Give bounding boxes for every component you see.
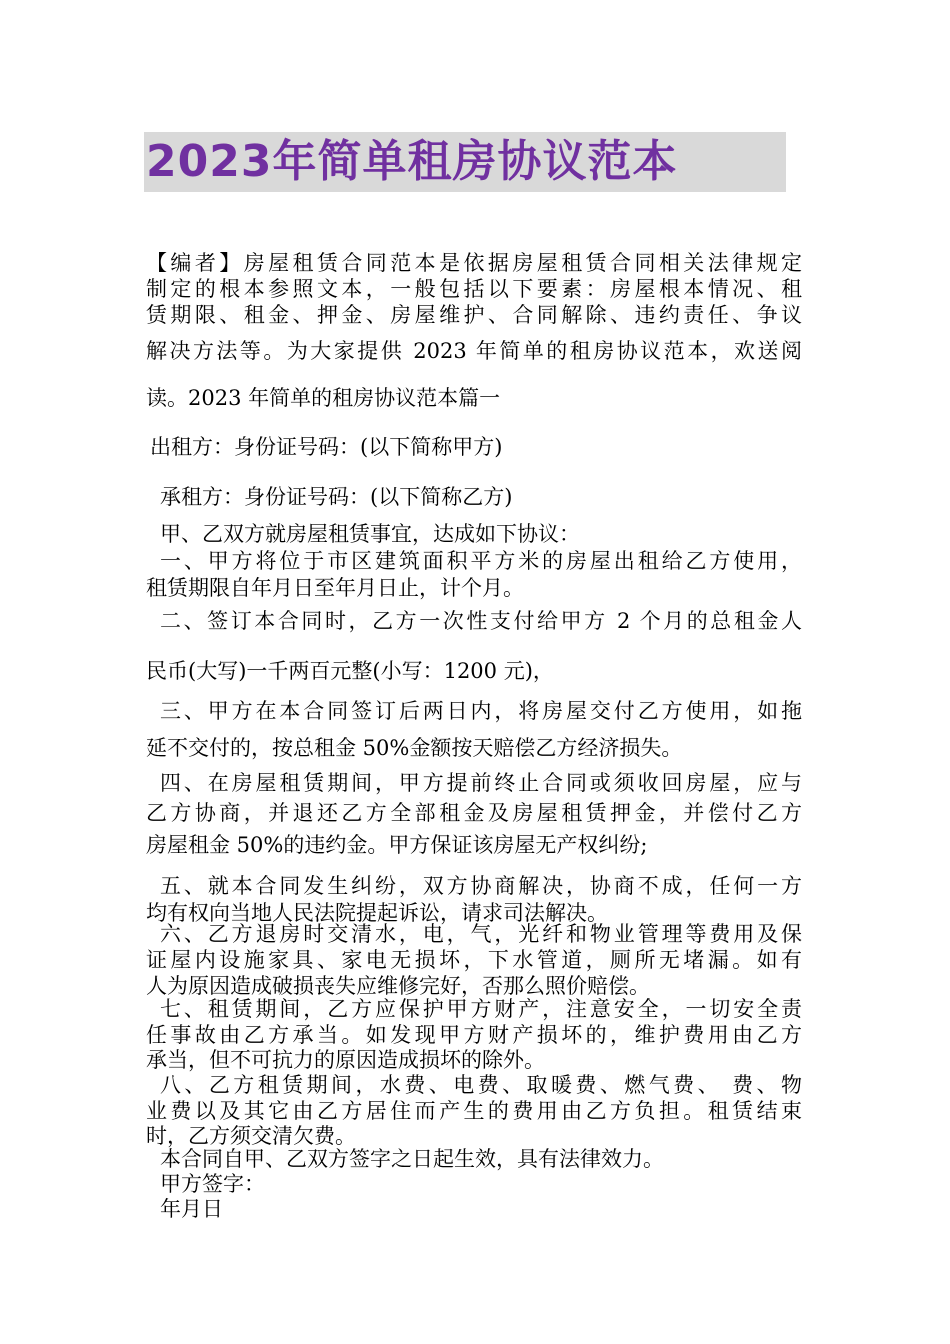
document-title: 2023年简单租房协议范本 <box>146 136 678 187</box>
paragraph-line: 承租方：身份证号码：(以下简称乙方) <box>160 485 513 509</box>
paragraph-line: 延不交付的，按总租金 50%金额按天赔偿乙方经济损失。 <box>146 736 683 760</box>
paragraph-line: 均有权向当地人民法院提起诉讼，请求司法解决。 <box>146 901 608 925</box>
paragraph-line: 一、甲方将位于市区建筑面积平方米的房屋出租给乙方使用， <box>160 549 802 573</box>
paragraph-line: 承当，但不可抗力的原因造成损坏的除外。 <box>146 1048 545 1072</box>
paragraph-line: 本合同自甲、乙双方签字之日起生效，具有法律效力。 <box>160 1147 664 1171</box>
paragraph-line: 人为原因造成破损丧失应维修完好，否那么照价赔偿。 <box>146 974 650 998</box>
paragraph-line: 八、乙方租赁期间，水费、电费、取暖费、燃气费、 费、物 <box>160 1073 802 1097</box>
paragraph-line: 民币(大写)一千两百元整(小写：1200 元)， <box>146 659 554 683</box>
paragraph-line: 证屋内设施家具、家电无损坏，下水管道，厕所无堵漏。如有 <box>146 948 802 972</box>
paragraph-line: 五、就本合同发生纠纷，双方协商解决，协商不成，任何一方 <box>160 874 802 898</box>
paragraph-line: 出租方：身份证号码：(以下简称甲方) <box>150 435 503 459</box>
paragraph-line: 业费以及其它由乙方居住而产生的费用由乙方负担。租赁结束 <box>146 1099 802 1123</box>
paragraph-line: 四、在房屋租赁期间，甲方提前终止合同或须收回房屋，应与 <box>160 771 802 795</box>
paragraph-line: 制定的根本参照文本，一般包括以下要素：房屋根本情况、租 <box>146 277 802 301</box>
paragraph-line: 七、租赁期间，乙方应保护甲方财产，注意安全，一切安全责 <box>160 997 802 1021</box>
paragraph-line: 三、甲方在本合同签订后两日内，将房屋交付乙方使用，如拖 <box>160 699 802 723</box>
paragraph-line: 甲、乙双方就房屋租赁事宜，达成如下协议： <box>160 522 580 546</box>
paragraph-line: 房屋租金 50%的违约金。甲方保证该房屋无产权纠纷; <box>146 833 648 857</box>
paragraph-line: 年月日 <box>160 1197 223 1221</box>
paragraph-line: 任事故由乙方承当。如发现甲方财产损坏的，维护费用由乙方 <box>146 1023 802 1047</box>
paragraph-line: 乙方协商，并退还乙方全部租金及房屋租赁押金，并偿付乙方 <box>146 801 802 825</box>
paragraph-line: 六、乙方退房时交清水，电，气，光纤和物业管理等费用及保 <box>160 922 802 946</box>
paragraph-line: 【编者】房屋租赁合同范本是依据房屋租赁合同相关法律规定 <box>146 251 802 275</box>
paragraph-line: 赁期限、租金、押金、房屋维护、合同解除、违约责任、争议 <box>146 303 802 327</box>
paragraph-line: 解决方法等。为大家提供 2023 年简单的租房协议范本，欢送阅 <box>146 339 802 363</box>
paragraph-line: 读。2023 年简单的租房协议范本篇一 <box>146 386 501 410</box>
paragraph-line: 租赁期限自年月日至年月日止，计个月。 <box>146 576 524 600</box>
paragraph-line: 二、签订本合同时，乙方一次性支付给甲方 2 个月的总租金人 <box>160 609 802 633</box>
paragraph-line: 甲方签字： <box>160 1172 265 1196</box>
paragraph-line: 时，乙方须交清欠费。 <box>146 1124 356 1148</box>
